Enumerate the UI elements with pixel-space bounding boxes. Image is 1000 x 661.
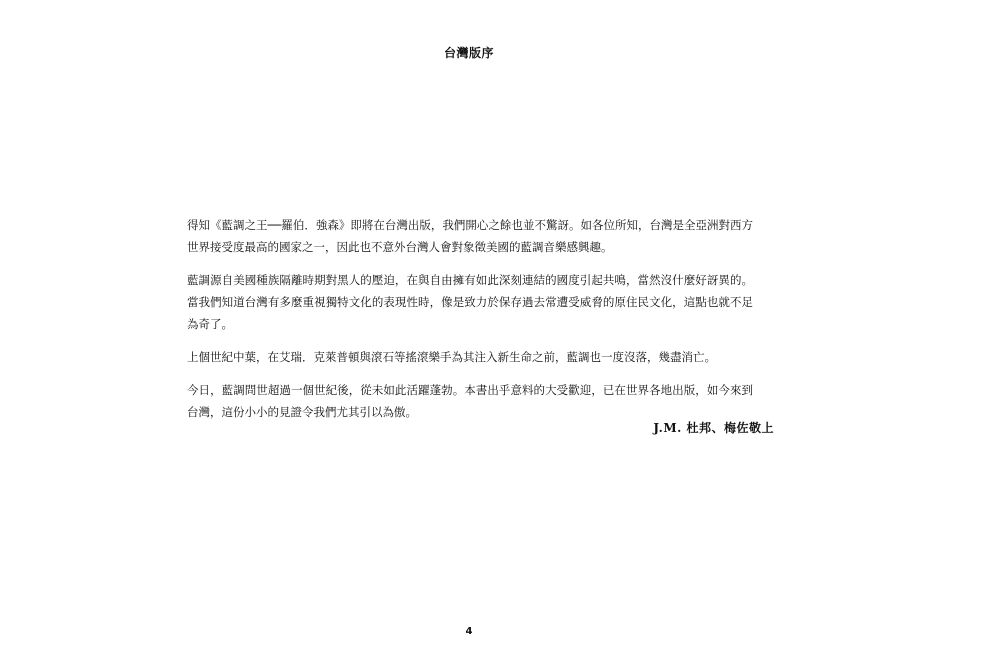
page-number: 4	[465, 626, 473, 637]
paragraph: 上個世紀中葉，在艾瑞．克萊普頓與滾石等搖滾樂手為其注入新生命之前，藍調也一度沒落，幾盡消亡。	[187, 350, 716, 364]
page-title: 台灣版序	[443, 46, 494, 60]
paragraph: 藍調源自美國種族隔離時期對黑人的壓迫，在與自由擁有如此深刻連結的國度引起共鳴，當然沒什麼好訝異的。當我們知道台灣有多麼重視獨特文化的表現性時，像是致力於保存過去常遭受威脅的原住民文化，這點也就不足為奇了。	[187, 273, 753, 331]
preface-body	[187, 214, 753, 434]
paragraph: 得知《藍調之王──羅伯．強森》即將在台灣出版，我們開心之餘也並不驚訝。如各位所知，台灣是全亞洲對西方世界接受度最高的國家之一，因此也不意外台灣人會對象徵美國的藍調音樂感興趣。	[187, 218, 753, 254]
paragraph: 今日，藍調問世超過一個世紀後，從未如此活躍蓬勃。本書出乎意料的大受歡迎，已在世界各地出版，如今來到台灣，這份小小的見證令我們尤其引以為傲。	[187, 383, 753, 419]
author-signature: J.M. 杜邦、梅佐敬上	[653, 421, 774, 435]
